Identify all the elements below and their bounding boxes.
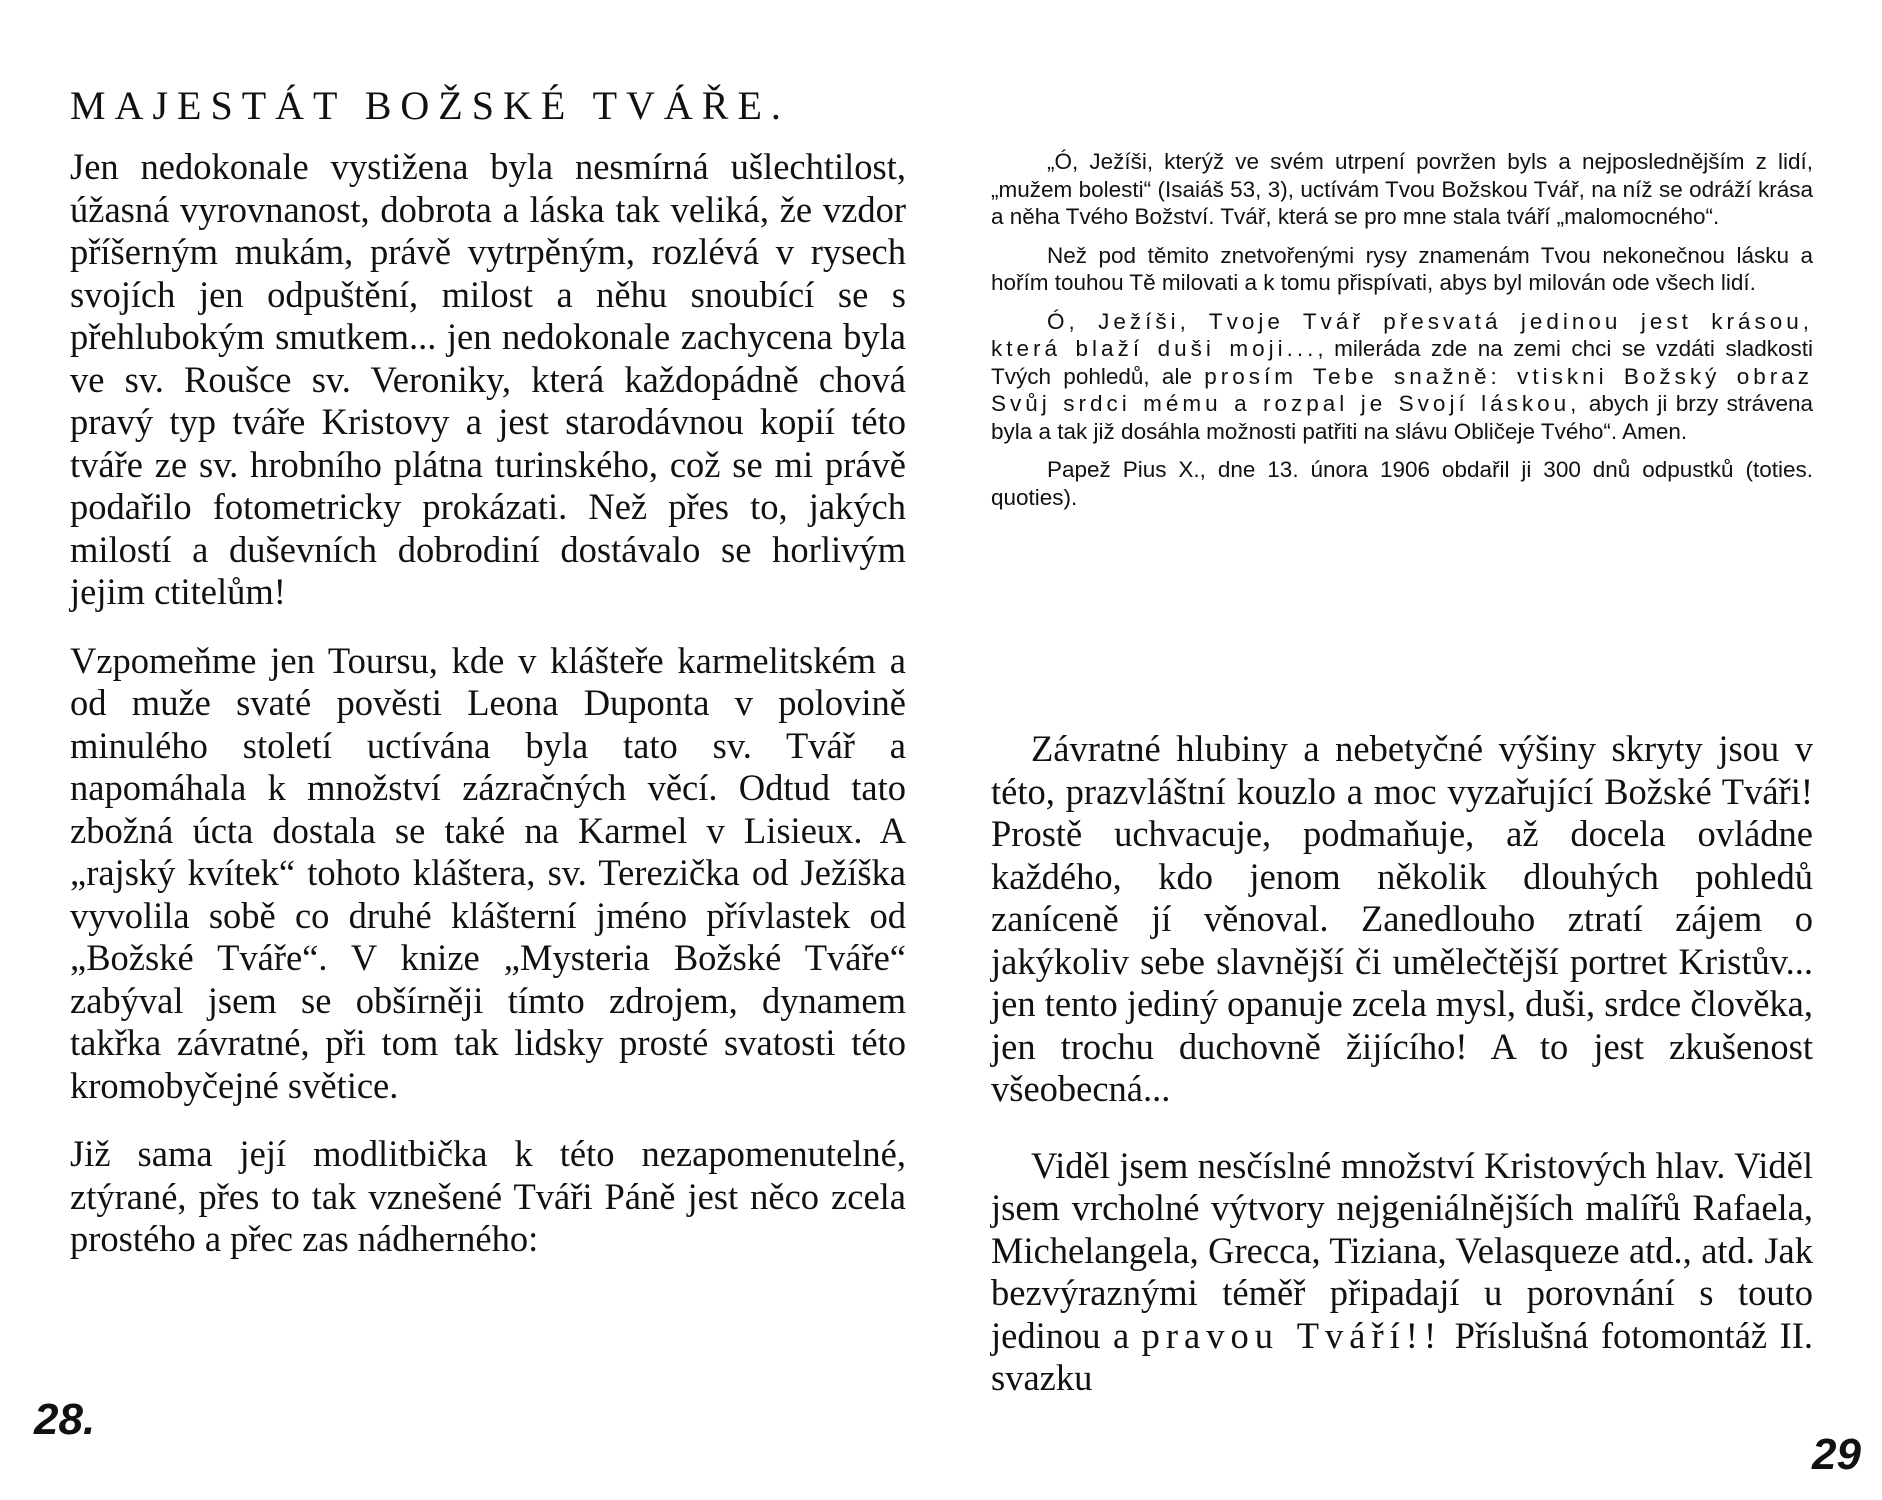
prayer-paragraph	[991, 308, 1813, 446]
page-number: 28.	[34, 1395, 96, 1444]
prayer-paragraph: Než pod těmito znetvořenými rysy znamenám Tvou nekonečnou lásku a hořím touhou Tě milovati a k tomu přispívati, abys byl milován ode všech lidí.	[991, 242, 1813, 295]
right-page	[941, 0, 1882, 1500]
chapter-title: MAJESTÁT BOŽSKÉ TVÁŘE.	[70, 83, 790, 128]
indulgence-note: Papež Pius X., dne 13. února 1906 obdařil ji 300 dnů odpustků (toties. quoties).	[991, 457, 1813, 510]
paragraph-text: Viděl jsem nesčíslné množství Kristových hlav. Viděl jsem vrcholné výtvory nejgeniálnějších malířů Rafaela, Michelangela, Grecca, Tiziana, Velasqueze atd., atd. Jak bezvýraznými téměř připadají u porovnání s touto jedinou a	[991, 1144, 1813, 1356]
paragraph: Jen nedokonale vystižena byla nesmírná ušlechtilost, úžasná vyrovnanost, dobrota a láska tak veliká, že vzdor příšerným mukám, právě vytrpěným, rozlévá v rysech svojích jen odpuštění, milost a něhu snoubící se s přehlubokým smutkem... jen nedokonale zachycena byla ve sv. Roušce sv. Veroniky, která každopádně chová pravý typ tváře Kristovy a jest starodávnou kopií této tváře ze sv. hrobního plátna turinského, což se mi právě podařilo fotometricky prokázati. Než přes to, jakých milostí a duševních dobrodiní dostávalo se horlivým jejim ctitelům!	[70, 146, 906, 612]
paragraph-text: Příslušná fotomontáž II. svazku	[991, 1314, 1814, 1398]
paragraph: Závratné hlubiny a nebetyčné výšiny skryty jsou v této, prazvláštní kouzlo a moc vyzařující Božské Tváři! Prostě uchvacuje, podmaňuje, až docela ovládne každého, kdo jenom několik dlouhých pohledů zaníceně jí věnoval. Zanedlouho ztratí zájem o jakýkoliv sebe slavnější či umělečtější portret Kristův... jen tento jediný opanuje zcela mysl, duši, srdce člověka, jen trochu duchovně žijícího! A to jest zkušenost všeobecná...	[991, 728, 1813, 1109]
paragraph	[991, 1145, 1813, 1400]
page-number: 29	[1812, 1430, 1861, 1479]
paragraph: Vzpomeňme jen Toursu, kde v klášteře karmelitském a od muže svaté pověsti Leona Duponta v polovině minulého století uctívána byla tato sv. Tvář a napomáhala k množství zázračných věcí. Odtud tato zbožná úcta dostala se také na Karmel v Lisieux. A „rajský kvítek“ tohoto kláštera, sv. Terezička od Ježíška vyvolila sobě co druhé klášterní jméno přívlastek od „Božské Tváře“. V knize „Mysteria Božské Tváře“ zabýval jsem se obšírněji tímto zdrojem, dynamem takřka závratné, při tom tak lidsky prosté svatosti této kromobyčejné světice.	[70, 639, 906, 1106]
left-text-column	[70, 146, 906, 1287]
right-text-column	[991, 728, 1813, 1434]
prayer-text: , mileráda zde na zemi chci se vzdáti sladkosti Tvých pohledů, ale	[991, 336, 1813, 389]
spaced-text: Ó, Ježíši, Tvoje Tvář přesvatá jedinou jest krásou, která blaží duši moji...	[991, 308, 1813, 361]
prayer-block	[991, 148, 1813, 522]
spaced-text: pravou Tváří!!	[1141, 1314, 1443, 1356]
prayer-text: abych ji brzy strávena byla a tak již dosáhla možnosti patřiti na slávu Obličeje Tvého“. Amen.	[991, 391, 1813, 444]
prayer-paragraph: „Ó, Ježíši, kterýž ve svém utrpení povržen byls a nejposlednějším z lidí, „mužem bolesti“ (Isaiáš 53, 3), uctívám Tvou Božskou Tvář, na níž se odráží krása a něha Tvého Božství. Tvář, která se pro mne stala tváří „malomocného“.	[991, 149, 1813, 229]
spaced-text: prosím Tebe snažně: vtiskni Božský obraz Svůj srdci mému a rozpal je Svojí láskou,	[991, 363, 1813, 416]
paragraph: Již sama její modlitbička k této nezapomenutelné, ztýrané, přes to tak vznešené Tváři Páně jest něco zcela prostého a přec zas nádherného:	[70, 1133, 906, 1259]
